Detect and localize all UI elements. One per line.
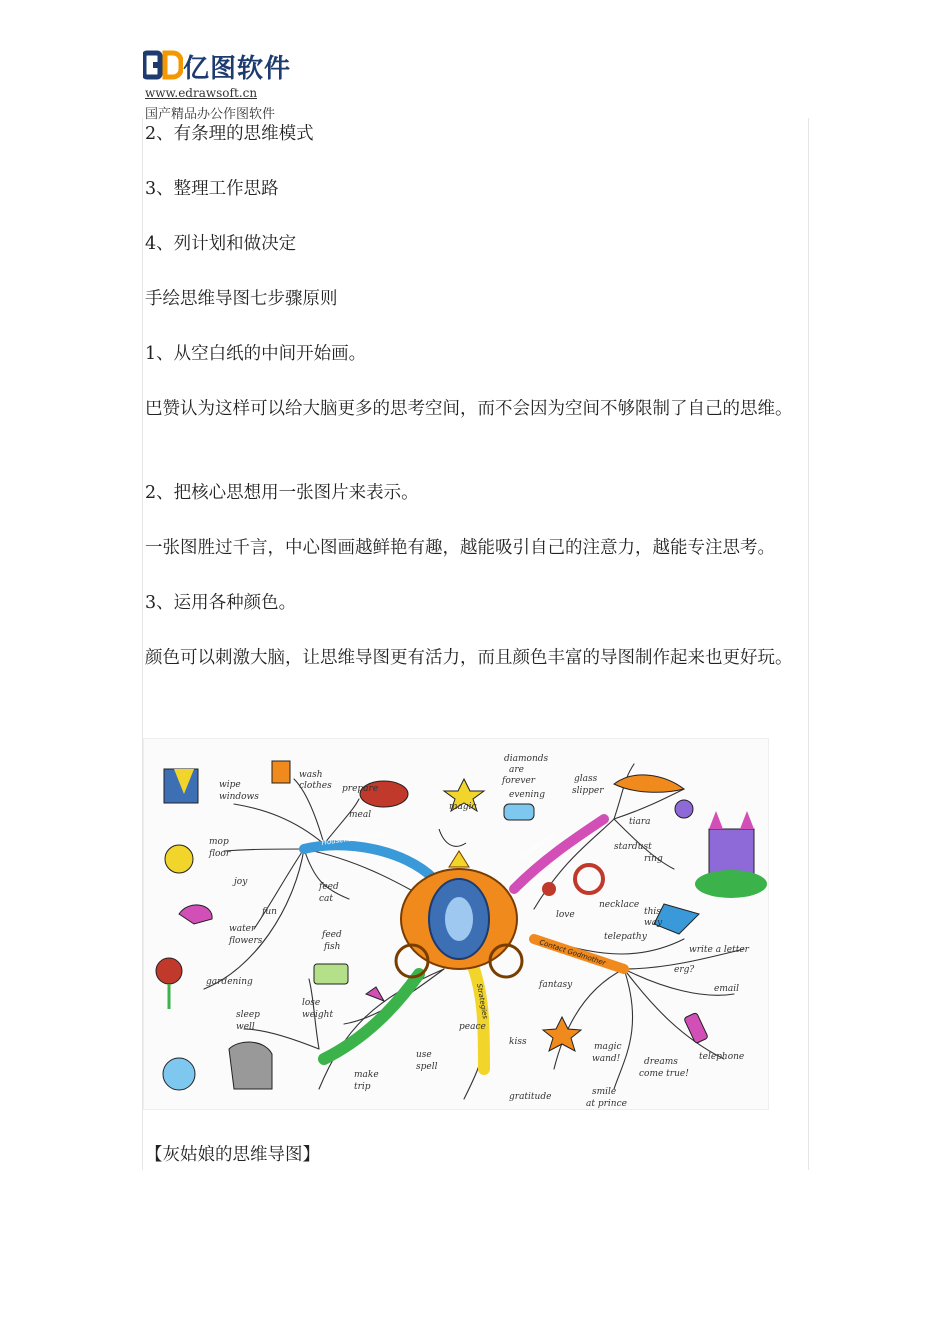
svg-text:floor: floor bbox=[209, 849, 231, 859]
paragraph: 颜色可以刺激大脑，让思维导图更有活力，而且颜色丰富的导图制作起来也更好玩。 bbox=[145, 648, 793, 668]
phone-icon bbox=[684, 1012, 709, 1043]
svg-text:ring: ring bbox=[644, 854, 663, 864]
svg-text:well: well bbox=[236, 1022, 255, 1032]
cat-icon bbox=[229, 1042, 272, 1089]
svg-text:this: this bbox=[644, 907, 661, 917]
branch-green bbox=[324, 974, 419, 1059]
mind-map-drawing bbox=[144, 739, 768, 1109]
watering-can-icon bbox=[179, 905, 212, 924]
svg-text:wipe: wipe bbox=[219, 780, 241, 790]
svg-text:smile: smile bbox=[592, 1087, 617, 1097]
hill-icon bbox=[695, 870, 767, 898]
svg-text:necklace: necklace bbox=[599, 900, 640, 910]
svg-text:wash: wash bbox=[299, 770, 323, 780]
svg-text:feed: feed bbox=[322, 930, 342, 940]
section-heading: 手绘思维导图七步骤原则 bbox=[145, 289, 338, 309]
cinderella-mind-map-image bbox=[143, 738, 769, 1110]
svg-text:forever: forever bbox=[502, 776, 536, 786]
svg-text:Strategies: Strategies bbox=[475, 982, 490, 1020]
paragraph: 3、运用各种颜色。 bbox=[145, 593, 297, 613]
paragraph: 1、从空白纸的中间开始画。 bbox=[145, 344, 367, 364]
paragraph: 2、有条理的思维模式 bbox=[145, 124, 314, 144]
svg-text:love: love bbox=[556, 910, 575, 920]
scale-icon bbox=[314, 964, 348, 984]
heart-icon bbox=[542, 882, 556, 896]
svg-text:lose: lose bbox=[302, 998, 321, 1008]
svg-text:kiss: kiss bbox=[509, 1037, 527, 1047]
paragraph: 4、列计划和做决定 bbox=[145, 234, 297, 254]
svg-text:write a letter: write a letter bbox=[689, 945, 749, 955]
svg-text:make: make bbox=[354, 1070, 379, 1080]
globe-icon bbox=[163, 1058, 195, 1090]
svg-text:prepare: prepare bbox=[342, 784, 379, 794]
svg-text:fantasy: fantasy bbox=[539, 980, 573, 990]
brand-tagline: 国产精品办公作图软件 bbox=[145, 107, 276, 122]
svg-text:glass: glass bbox=[574, 774, 598, 784]
svg-text:use: use bbox=[416, 1050, 432, 1060]
paragraph: 一张图胜过千言，中心图画越鲜艳有趣，越能吸引自己的注意力，越能专注思考。 bbox=[145, 538, 775, 558]
edraw-logo-icon bbox=[143, 50, 183, 80]
glass-slipper-icon bbox=[614, 775, 684, 792]
svg-text:telepathy: telepathy bbox=[604, 932, 647, 942]
figure-caption: 【灰姑娘的思维导图】 bbox=[145, 1145, 320, 1165]
branch-household-chores bbox=[304, 845, 434, 879]
svg-text:spell: spell bbox=[416, 1062, 438, 1072]
svg-text:dreams: dreams bbox=[644, 1057, 678, 1067]
brand-url[interactable]: www.edrawsoft.cn bbox=[145, 86, 258, 100]
svg-text:magic: magic bbox=[594, 1042, 622, 1052]
paragraph: 巴赞认为这样可以给大脑更多的思考空间，而不会因为空间不够限制了自己的思维。 bbox=[145, 399, 793, 419]
svg-text:are: are bbox=[509, 765, 524, 775]
svg-text:Household Chores: Household Chores bbox=[321, 830, 386, 847]
svg-text:diamonds: diamonds bbox=[504, 754, 549, 764]
shirt-icon bbox=[272, 761, 290, 783]
svg-text:magic: magic bbox=[449, 802, 477, 812]
magic-wand-icon bbox=[543, 1017, 581, 1051]
svg-text:meal: meal bbox=[349, 810, 372, 820]
svg-text:joy: joy bbox=[234, 877, 248, 887]
svg-text:slipper: slipper bbox=[572, 786, 604, 796]
flower-icon bbox=[156, 958, 182, 984]
paragraph: 3、整理工作思路 bbox=[145, 179, 279, 199]
svg-text:at prince: at prince bbox=[586, 1099, 627, 1109]
svg-text:weight: weight bbox=[302, 1010, 334, 1020]
svg-text:fish: fish bbox=[324, 942, 341, 952]
svg-text:flowers: flowers bbox=[229, 936, 263, 946]
svg-text:evening: evening bbox=[509, 790, 545, 800]
svg-text:email: email bbox=[714, 984, 739, 994]
svg-text:trip: trip bbox=[354, 1082, 371, 1092]
svg-text:wand!: wand! bbox=[592, 1054, 621, 1064]
svg-text:gardening: gardening bbox=[206, 977, 253, 987]
svg-text:sleep: sleep bbox=[236, 1010, 260, 1020]
svg-text:fun: fun bbox=[262, 907, 277, 917]
svg-text:peace: peace bbox=[459, 1022, 486, 1032]
paragraph: 2、把核心思想用一张图片来表示。 bbox=[145, 483, 419, 503]
svg-text:windows: windows bbox=[219, 792, 259, 802]
sun-icon bbox=[165, 845, 193, 873]
svg-text:telephone: telephone bbox=[699, 1052, 745, 1062]
svg-text:Accessories: Accessories bbox=[518, 830, 557, 861]
svg-text:way: way bbox=[644, 918, 663, 928]
svg-text:water: water bbox=[229, 924, 256, 934]
svg-text:mop: mop bbox=[209, 837, 229, 847]
mushroom-icon bbox=[366, 987, 384, 1001]
tiara-icon bbox=[675, 800, 693, 818]
brand-name: 亿图软件 bbox=[183, 54, 292, 84]
evening-bag-icon bbox=[504, 804, 534, 820]
svg-text:erg?: erg? bbox=[674, 965, 695, 975]
necklace-icon bbox=[575, 865, 603, 893]
svg-text:come true!: come true! bbox=[639, 1069, 689, 1079]
svg-text:cat: cat bbox=[319, 894, 334, 904]
svg-text:clothes: clothes bbox=[299, 781, 332, 791]
svg-text:tiara: tiara bbox=[629, 817, 651, 827]
svg-text:feed: feed bbox=[319, 882, 339, 892]
svg-text:Contact Godmother: Contact Godmother bbox=[538, 938, 607, 968]
svg-text:stardust: stardust bbox=[614, 842, 652, 852]
svg-text:gratitude: gratitude bbox=[509, 1092, 552, 1102]
